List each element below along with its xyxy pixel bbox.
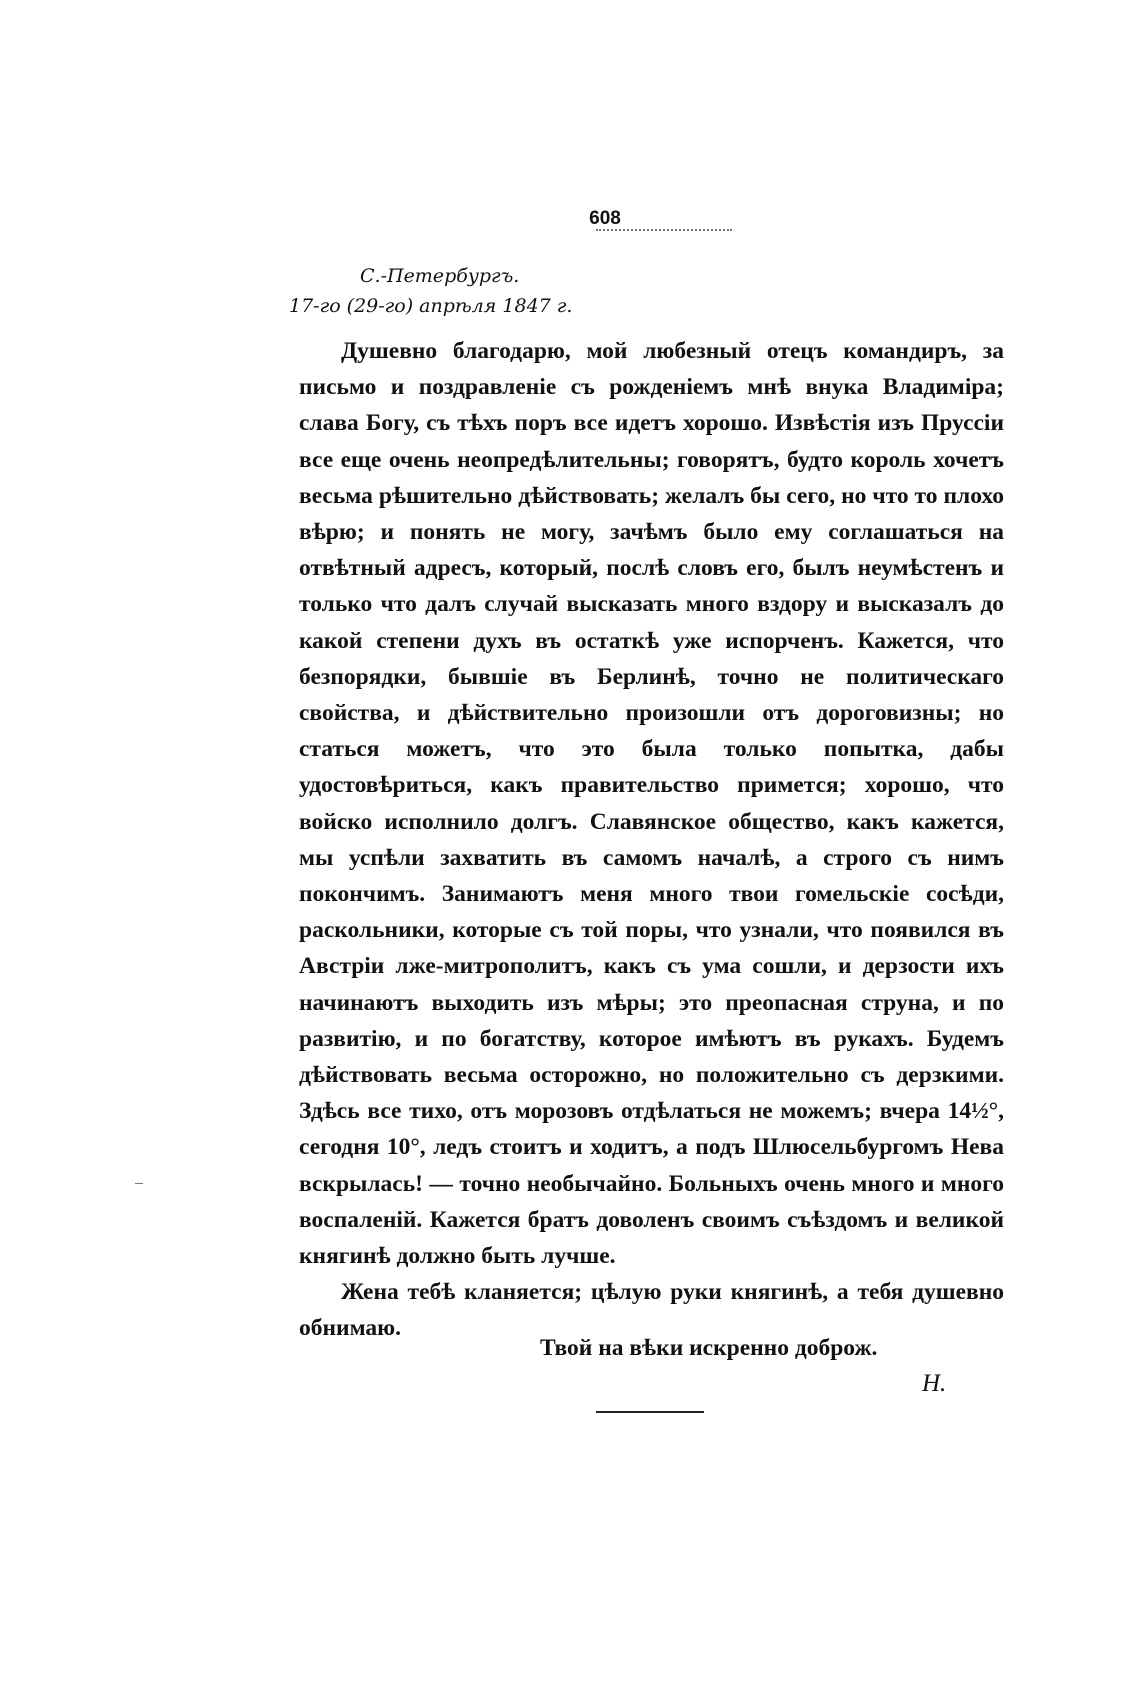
letter-paragraph: Жена тебѣ кланяется; цѣлую руки княгинѣ, а тебя душевно обнимаю. [299, 1279, 1004, 1342]
page-number-ornament [596, 229, 732, 237]
letter-date: 17-го (29-го) апрѣля 1847 г. [289, 295, 573, 317]
letter-body [299, 333, 1004, 1347]
margin-mark [135, 1183, 143, 1184]
page-number: 608 [589, 208, 621, 229]
letter-place: С.-Петербургъ. [360, 265, 520, 287]
signature-initial: Н. [922, 1370, 947, 1397]
section-separator [596, 1411, 704, 1413]
letter-paragraph: Душевно благодарю, мой любезный отецъ командиръ, за письмо и поздравленіе съ рожденіемъ мнѣ внука Владиміра; слава Богу, съ тѣхъ поръ все идетъ хорошо. Извѣстія изъ Пруссіи все еще очень неопредѣлительны; говорятъ, будто король хочетъ весьма рѣшительно дѣйствовать; желалъ бы сего, но что то плохо вѣрю; и понять не могу, зачѣмъ было ему соглашаться на отвѣтный адресъ, который, послѣ словъ его, былъ неумѣстенъ и только что далъ случай высказать много вздору и высказалъ до какой степени духъ въ остаткѣ уже испорченъ. Кажется, что безпорядки, бывшіе въ Берлинѣ, точно не политическаго свойства, и дѣйствительно произошли отъ дороговизны; но статься можетъ, что это была только попытка, дабы удостовѣриться, какъ правительство примется; хорошо, что войско исполнило долгъ. Славянское общество, какъ кажется, мы успѣли захватить въ самомъ началѣ, а строго съ нимъ покончимъ. Занимаютъ меня много твои гомельскіе сосѣди, раскольники, которые съ той поры, что узнали, что появился въ Австріи лже-митрополитъ, какъ съ ума сошли, и дерзости ихъ начинаютъ выходить изъ мѣры; это преопасная струна, и по развитію, и по богатству, которое имѣютъ въ рукахъ. Будемъ дѣйствовать весьма осторожно, но положительно съ дерзкими. Здѣсь все тихо, отъ морозовъ отдѣлаться не можемъ; вчера 14½°, сегодня 10°, ледъ стоитъ и ходитъ, а подъ Шлюсельбургомъ Нева вскрылась! — точно необычайно. Больныхъ очень много и много воспаленій. Кажется братъ доволенъ своимъ съѣздомъ и великой княгинѣ должно быть лучше. [299, 338, 1004, 1270]
letter-closing: Твой на вѣки искренно доброж. [540, 1335, 878, 1361]
